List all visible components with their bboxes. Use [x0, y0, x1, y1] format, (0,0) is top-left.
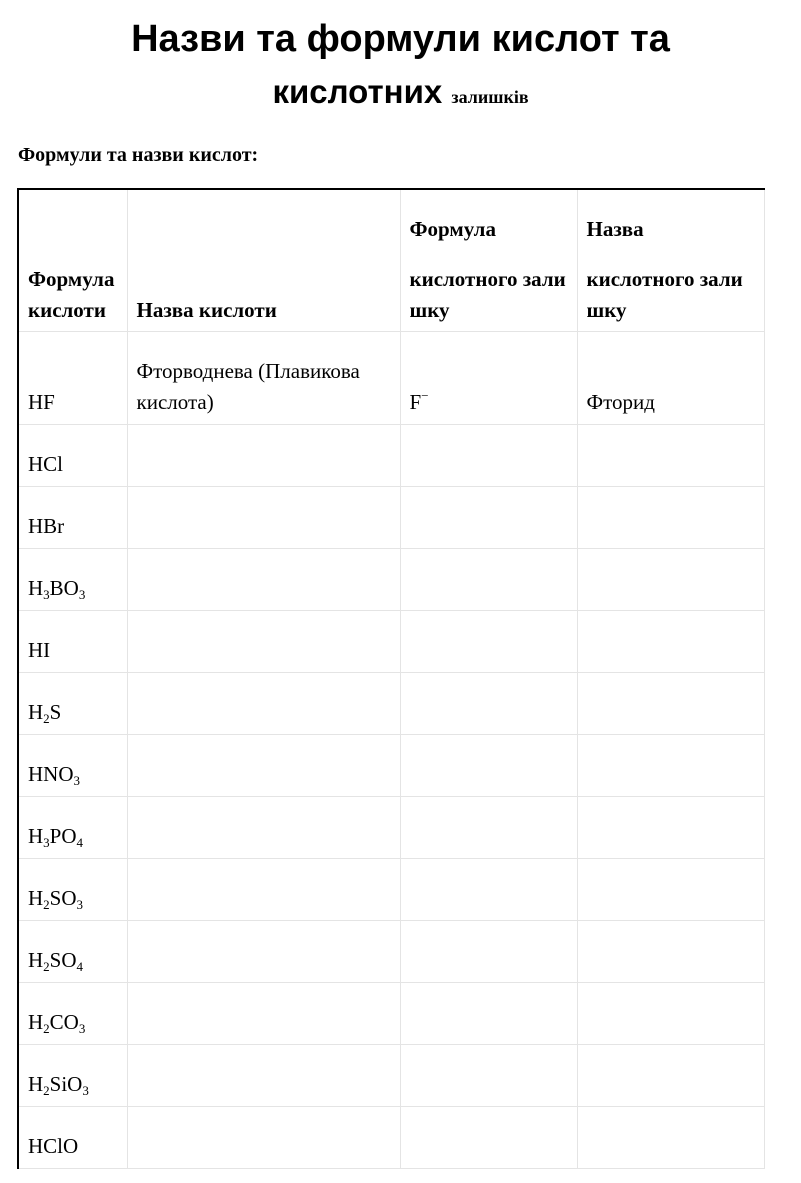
- table-row: [18, 921, 764, 983]
- residue-symbol: F: [409, 390, 422, 414]
- header-gap: [587, 245, 755, 264]
- formula-subscript: 2: [43, 1021, 50, 1036]
- formula-subscript: 3: [43, 835, 50, 850]
- table-header-row: [18, 189, 764, 332]
- acids-table: [17, 188, 765, 1169]
- formula-text: HNO: [28, 762, 74, 786]
- document-title-line2: [0, 70, 801, 119]
- formula-text: SO: [49, 886, 77, 910]
- header-residue-name-line1: Назва: [586, 217, 644, 241]
- table-row: [18, 859, 764, 921]
- acid-name-cell: [127, 1107, 400, 1169]
- formula-text: PO: [49, 824, 77, 848]
- title-main-word: кислотних: [272, 73, 443, 110]
- acid-formula-cell: [18, 549, 127, 611]
- acid-formula-cell: [18, 1107, 127, 1169]
- acid-name-cell: [127, 797, 400, 859]
- formula-text: H: [28, 1010, 44, 1034]
- residue-formula-cell: [400, 487, 577, 549]
- residue-name-cell: [577, 1045, 764, 1107]
- residue-name-cell: [577, 487, 764, 549]
- residue-name-cell: [577, 425, 764, 487]
- acid-name-cell: [127, 983, 400, 1045]
- formula-subscript: 2: [43, 711, 50, 726]
- formula-subscript: 4: [76, 959, 84, 974]
- acid-name-cell: [127, 859, 400, 921]
- formula-subscript: 3: [73, 773, 80, 788]
- table-row: [18, 735, 764, 797]
- formula-text: S: [49, 700, 62, 724]
- acid-name-cell: [127, 921, 400, 983]
- formula-subscript: 2: [43, 897, 50, 912]
- residue-name-cell: [577, 859, 764, 921]
- acid-formula-cell: [18, 797, 127, 859]
- acid-name-cell: [127, 673, 400, 735]
- acid-formula-cell: [18, 425, 127, 487]
- acid-formula-cell: [18, 611, 127, 673]
- residue-formula-cell: [400, 735, 577, 797]
- acid-formula-cell: [18, 921, 127, 983]
- residue-formula-cell: [400, 549, 577, 611]
- header-acid-name: Назва кислоти: [127, 189, 400, 332]
- acid-formula-cell: [18, 487, 127, 549]
- table-row: [18, 549, 764, 611]
- formula-text: HI: [28, 638, 51, 662]
- header-residue-formula-line2: кислотного залишку: [409, 267, 566, 322]
- residue-formula-cell: [400, 673, 577, 735]
- acid-name-cell: [127, 611, 400, 673]
- table-row: [18, 1045, 764, 1107]
- residue-formula-cell: [400, 921, 577, 983]
- residue-name-cell: Фторид: [577, 332, 764, 425]
- acid-formula-cell: [18, 735, 127, 797]
- formula-text: H: [28, 948, 44, 972]
- document-title: Назви та формули кислот та: [131, 18, 670, 60]
- formula-subscript: 4: [76, 835, 84, 850]
- table-row: [18, 487, 764, 549]
- header-residue-formula-line1: Формула: [409, 217, 496, 241]
- residue-name-cell: [577, 921, 764, 983]
- acid-formula-cell: HF: [18, 332, 127, 425]
- table-row: [18, 673, 764, 735]
- formula-text: H: [28, 700, 44, 724]
- formula-text: H: [28, 576, 44, 600]
- formula-text: HCl: [28, 452, 64, 476]
- header-residue-name: [577, 189, 764, 332]
- formula-subscript: 3: [78, 1021, 86, 1036]
- acid-formula-cell: [18, 1045, 127, 1107]
- acid-name-cell: [127, 1045, 400, 1107]
- formula-subscript: 3: [43, 587, 50, 602]
- formula-text: H: [28, 824, 44, 848]
- table-row: [18, 332, 764, 425]
- table-row: [18, 1107, 764, 1169]
- header-acid-formula: Формула кислоти: [18, 189, 127, 332]
- residue-name-cell: [577, 549, 764, 611]
- formula-subscript: 2: [43, 959, 50, 974]
- residue-formula-cell: [400, 797, 577, 859]
- acid-name-cell: [127, 549, 400, 611]
- formula-text: H: [28, 1072, 44, 1096]
- table-row: [18, 611, 764, 673]
- formula-text: CO: [49, 1010, 79, 1034]
- formula-text: SiO: [49, 1072, 83, 1096]
- residue-name-cell: [577, 797, 764, 859]
- header-residue-formula: [400, 189, 577, 332]
- formula-text: H: [28, 886, 44, 910]
- acid-formula-cell: [18, 859, 127, 921]
- acid-formula-cell: [18, 983, 127, 1045]
- acid-formula-cell: [18, 673, 127, 735]
- acid-name-cell: [127, 487, 400, 549]
- residue-formula-cell: [400, 332, 577, 425]
- acid-name-cell: [127, 735, 400, 797]
- formula-text: HBr: [28, 514, 65, 538]
- residue-formula-cell: [400, 611, 577, 673]
- table-row: [18, 797, 764, 859]
- formula-text: BO: [49, 576, 79, 600]
- residue-formula-cell: [400, 425, 577, 487]
- formula-subscript: 3: [76, 897, 84, 912]
- header-gap: [410, 245, 568, 264]
- residue-name-cell: [577, 735, 764, 797]
- title-small-word: залишків: [451, 87, 529, 107]
- formula-subscript: 3: [82, 1083, 89, 1098]
- residue-name-cell: [577, 983, 764, 1045]
- formula-subscript: 3: [78, 587, 86, 602]
- section-subtitle: Формули та назви кислот:: [18, 144, 259, 166]
- formula-text: SO: [49, 948, 77, 972]
- residue-name-cell: [577, 1107, 764, 1169]
- acid-name-cell: [127, 425, 400, 487]
- residue-formula-cell: [400, 859, 577, 921]
- residue-formula-cell: [400, 1045, 577, 1107]
- table-row: [18, 425, 764, 487]
- residue-charge: −: [421, 388, 429, 403]
- header-residue-name-line2: кислотного залишку: [586, 267, 743, 322]
- table-row: [18, 983, 764, 1045]
- residue-name-cell: [577, 673, 764, 735]
- residue-name-cell: [577, 611, 764, 673]
- residue-formula-cell: [400, 983, 577, 1045]
- formula-subscript: 2: [43, 1083, 50, 1098]
- residue-formula-cell: [400, 1107, 577, 1169]
- formula-text: HClO: [28, 1134, 79, 1158]
- acid-name-cell: Фторводнева (Плавикова кислота): [127, 332, 400, 425]
